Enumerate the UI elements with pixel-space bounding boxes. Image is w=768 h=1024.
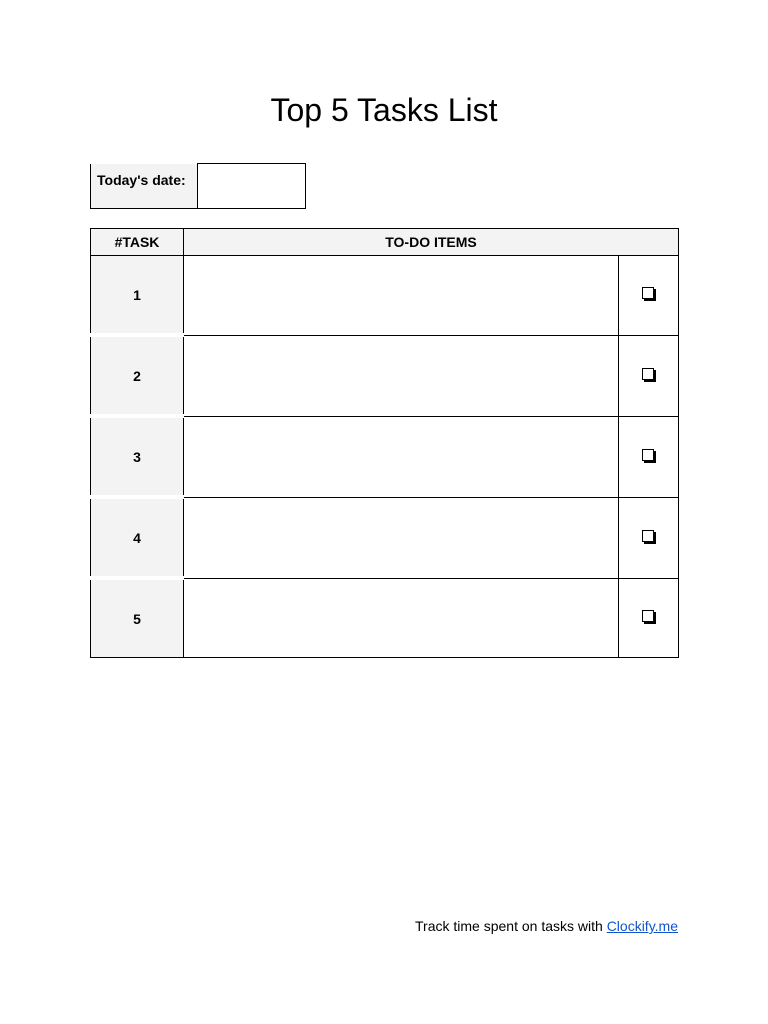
task-item-field[interactable] (184, 256, 619, 336)
task-item-field[interactable] (184, 497, 619, 578)
task-number-header: #TASK (91, 229, 184, 256)
tasks-header-row (91, 229, 679, 256)
task-checkbox-cell[interactable] (619, 416, 679, 497)
task-number: 1 (91, 256, 184, 336)
checkbox-icon[interactable] (642, 449, 654, 461)
checkbox-icon[interactable] (642, 287, 654, 299)
date-label: Today's date: (91, 164, 198, 209)
task-number: 2 (91, 335, 184, 416)
checkbox-icon[interactable] (642, 610, 654, 622)
task-number: 4 (91, 497, 184, 578)
task-checkbox-cell[interactable] (619, 578, 679, 658)
page-title: Top 5 Tasks List (270, 92, 498, 128)
task-checkbox-cell[interactable] (619, 256, 679, 336)
todo-items-header: TO-DO ITEMS (184, 229, 679, 256)
task-row (91, 497, 679, 578)
task-item-field[interactable] (184, 416, 619, 497)
footer (415, 918, 678, 934)
task-checkbox-cell[interactable] (619, 335, 679, 416)
task-row (91, 335, 679, 416)
task-number: 3 (91, 416, 184, 497)
task-row (91, 256, 679, 336)
footer-text: Track time spent on tasks with (415, 918, 607, 934)
task-row (91, 578, 679, 658)
task-checkbox-cell[interactable] (619, 497, 679, 578)
checkbox-icon[interactable] (642, 530, 654, 542)
tasks-table (90, 228, 679, 658)
task-number: 5 (91, 578, 184, 658)
task-row (91, 416, 679, 497)
date-table (90, 163, 306, 209)
checkbox-icon[interactable] (642, 368, 654, 380)
task-item-field[interactable] (184, 335, 619, 416)
task-item-field[interactable] (184, 578, 619, 658)
clockify-link[interactable]: Clockify.me (606, 918, 678, 934)
date-field[interactable] (198, 164, 306, 209)
